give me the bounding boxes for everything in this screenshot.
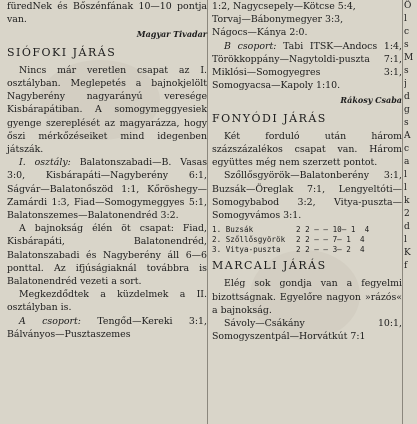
intro-text: füredNek és Bőszénfának 10—10 pontja van. — [7, 1, 207, 26]
text-fragment: d — [404, 92, 410, 102]
team-name: 3. Vitya-puszta — [212, 245, 281, 255]
text-line: Nágocs—Kánya 2:0. — [212, 27, 308, 39]
text-fragment: k — [404, 196, 410, 206]
text-fragment: s — [404, 66, 409, 76]
section-heading-marcali: MARCALI JÁRÁS — [212, 259, 327, 273]
text-fragment: s — [404, 40, 409, 50]
paragraph: Elég sok gondja van a fegyelmi bizottságnak. Egyelőre nagyon »rázós« a bajnokság. — [212, 278, 402, 316]
column-right-fragment — [404, 0, 417, 273]
paragraph: Megkezdődtek a küzdelmek a II. osztályban is. — [7, 289, 207, 314]
text-fragment: M — [404, 53, 414, 63]
section-heading-siofok: SIÓFOKI JÁRÁS — [7, 45, 117, 59]
paragraph: Két forduló után három százszázalékos csapat van. Három együttes még nem szerzett pontot. — [212, 130, 402, 169]
paragraph — [7, 156, 207, 222]
text-fragment: l — [404, 170, 407, 180]
column-middle — [212, 0, 402, 343]
standings-table — [212, 225, 402, 255]
team-stats: 2 2 — — 10— 1 4 — [296, 225, 370, 235]
group-label: A csoport: — [19, 315, 81, 327]
paragraph — [7, 315, 207, 341]
text-fragment: j — [404, 79, 407, 89]
text-fragment: s — [404, 118, 409, 128]
results-text: Balatonszabadi—B. Vasas 3:0, Kisbárapáti—Nagyberény 6:1, Ságvár—Balatonőszöd 1:1, Kőröshegy—Zamárdi 1:3, Fiad—Somogymeggyes 5:1, Balatonszemes—Balatonendréd 3:2. — [7, 157, 207, 222]
column-rule — [402, 0, 403, 424]
team-name: 1. Buzsák — [212, 225, 254, 235]
text-fragment: K — [404, 248, 411, 258]
text-fragment: g — [404, 105, 410, 115]
paragraph: A bajnokság élén öt csapat: Fiad, Kisbárapáti, Balatonendréd, Balatonszabadi és Nagyberény áll 6—6 ponttal. Az ifjúságiaknál továbbra is Balatonendréd vezeti a sort. — [7, 223, 207, 288]
paragraph: Szőllősgyörök—Balatonberény 3:1, Buzsák—Öreglak 7:1, Lengyeltóti—Somogybabod 3:2, Vitya-puszta—Somogyvámos 3:1. — [212, 170, 402, 222]
results-text: Tabi ITSK—Andocs 1:4, Törökkoppány—Nagytoldi-puszta 7:1, Miklósi—Somogyegres 3:1, Somogyacsa—Kapoly 1:10. — [212, 40, 402, 92]
text-fragment: Ö — [404, 1, 412, 11]
group-label: B csoport: — [224, 40, 277, 52]
text-line: Torvaj—Bábonymegyer 3:3, — [212, 14, 344, 26]
text-fragment: A — [404, 131, 411, 141]
text-fragment: a — [404, 157, 410, 167]
table-row — [212, 235, 402, 245]
signature: Rákosy Csaba — [340, 95, 402, 106]
text-fragment: l — [404, 183, 407, 193]
text-fragment: l — [404, 235, 407, 245]
text-fragment: f — [404, 261, 408, 271]
text-fragment: c — [404, 27, 410, 37]
paragraph: Sávoly—Csákány 10:1, Somogyszentpál—Horvátkút 7:1 — [212, 318, 402, 343]
column-rule — [207, 0, 208, 424]
table-row — [212, 225, 402, 235]
results-text: Tengőd—Kereki 3:1, Bálványos—Pusztaszemes — [7, 315, 207, 340]
intro-signature: Magyar Tivadar — [136, 29, 207, 40]
table-row — [212, 245, 402, 255]
text-fragment: c — [404, 144, 410, 154]
text-line: 1:2, Nagycsepely—Kötcse 5:4, — [212, 1, 356, 12]
text-fragment: d — [404, 222, 410, 232]
group-label: I. osztály: — [19, 157, 71, 169]
section-heading-fonyod: FONYÓDI JÁRÁS — [212, 111, 327, 125]
team-stats: 2 2 — — 3— 2 4 — [296, 245, 365, 255]
paragraph: Nincs már veretlen csapat az I. osztályban. Meglepetés a bajnokjelölt Nagyberény nagyarányú veresége Kisbárapátiban. A somogymeggyesiek gyenge szereplését az magyarázza, hogy őszi mérkőzéseiket mind idegenben játszák. — [7, 64, 207, 156]
paragraph — [212, 40, 402, 93]
column-left — [7, 0, 207, 341]
team-name: 2. Szőllősgyörök — [212, 235, 286, 245]
text-fragment: l — [404, 14, 407, 24]
team-stats: 2 2 — — 7— 1 4 — [296, 235, 365, 245]
text-fragment: 2 — [404, 209, 410, 219]
